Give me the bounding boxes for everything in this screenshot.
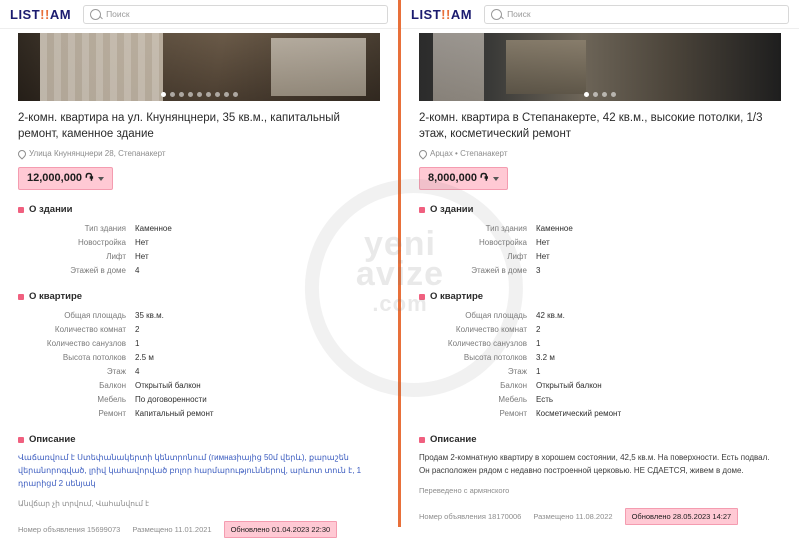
apartment-section-header: [18, 291, 380, 302]
spec-value: 4: [135, 366, 140, 376]
building-specs-table: [18, 221, 380, 277]
spec-key: Лифт: [507, 251, 527, 261]
spec-value: Каменное: [536, 223, 573, 233]
price-value: 12,000,000 ֏: [27, 172, 94, 184]
spec-value: Открытый балкон: [135, 380, 201, 390]
logo-prefix: LIST: [411, 6, 442, 22]
spec-value: 35 кв.м.: [135, 310, 164, 320]
location-pin-icon: [417, 148, 428, 159]
apartment-specs-table: [18, 308, 380, 420]
apartment-specs-table: [419, 308, 781, 420]
spec-value: 3.2 м: [536, 352, 555, 362]
building-section-header: [419, 204, 781, 215]
address-text: Арцах • Степанакерт: [430, 149, 508, 158]
spec-value: Нет: [135, 251, 149, 261]
chevron-down-icon[interactable]: [98, 177, 104, 181]
search-placeholder: Поиск: [106, 9, 130, 19]
spec-value: Нет: [536, 237, 550, 247]
spec-value: Открытый балкон: [536, 380, 602, 390]
listing-gallery-left[interactable]: [18, 33, 380, 101]
section-marker-icon: [18, 294, 24, 300]
description-section-header: [419, 434, 781, 445]
section-marker-icon: [18, 437, 24, 443]
section-marker-icon: [419, 294, 425, 300]
listam-logo[interactable]: [411, 7, 472, 22]
table-row: [419, 322, 781, 336]
site-header-left: [0, 0, 398, 29]
description-text: Վաճառվում է Ստեփանակերտի կենտրոնում (гимназիայից 50մ վերև), քարաշեն վերանորոգված, լրիվ կահավորված բոլոր հարմարություններով, արևոտ տուն է, 1 դրարիցմ 2 սենյակ: [18, 453, 362, 488]
gallery-dot[interactable]: [224, 92, 229, 97]
gallery-dot[interactable]: [593, 92, 598, 97]
spec-key: Балкон: [99, 380, 126, 390]
spec-value: По договоренности: [135, 394, 207, 404]
logo-suffix: AM: [450, 6, 473, 22]
description-section-header: [18, 434, 380, 445]
search-input[interactable]: [484, 5, 789, 24]
spec-key: Этажей в доме: [471, 265, 527, 275]
spec-value: Капитальный ремонт: [135, 408, 214, 418]
spec-key: Лифт: [106, 251, 126, 261]
listing-content-right: [401, 110, 799, 535]
search-input[interactable]: [83, 5, 388, 24]
table-row: [18, 235, 380, 249]
gallery-dot[interactable]: [611, 92, 616, 97]
price-value: 8,000,000 ֏: [428, 172, 489, 184]
table-row: [18, 221, 380, 235]
gallery-dot[interactable]: [170, 92, 175, 97]
spec-key: Балкон: [500, 380, 527, 390]
table-row: [18, 249, 380, 263]
apartment-section-title: О квартире: [430, 291, 484, 302]
table-row: [419, 221, 781, 235]
spec-key: Количество санузлов: [447, 338, 527, 348]
spec-key: Количество санузлов: [46, 338, 126, 348]
site-header-right: [401, 0, 799, 29]
spec-key: Ремонт: [98, 408, 126, 418]
description-note: Переведено с армянского: [419, 486, 510, 495]
table-row: [419, 235, 781, 249]
description-title: Описание: [430, 434, 477, 445]
listing-footer-left: [18, 521, 380, 548]
listing-photo[interactable]: [18, 33, 380, 101]
status-badge-updated: Обновлено 01.04.2023 22:30: [224, 521, 338, 538]
spec-key: Новостройка: [78, 237, 126, 247]
table-row: [419, 308, 781, 322]
table-row: [18, 406, 380, 420]
spec-value: Есть: [536, 394, 554, 404]
gallery-dot[interactable]: [233, 92, 238, 97]
search-icon: [90, 9, 101, 20]
listing-id: Номер объявления 18170006: [419, 512, 522, 521]
gallery-dot[interactable]: [206, 92, 211, 97]
location-pin-icon: [16, 148, 27, 159]
logo-dots: !!: [40, 6, 50, 22]
listing-panel-right: [401, 0, 799, 527]
listing-content-left: [0, 110, 398, 548]
table-row: [18, 308, 380, 322]
spec-value: Нет: [536, 251, 550, 261]
gallery-dot[interactable]: [215, 92, 220, 97]
table-row: [18, 336, 380, 350]
apartment-section-title: О квартире: [29, 291, 83, 302]
spec-key: Высота потолков: [463, 352, 527, 362]
description-text: Продам 2-комнатную квартиру в хорошем состоянии, 42,5 кв.м. На поверхности. Есть подвал. Он расположен рядом с недавно построенной церковью. НЕ СДАЕТСЯ, живем в доме.: [419, 453, 770, 475]
spec-value: 1: [536, 338, 541, 348]
spec-key: Количество комнат: [455, 324, 527, 334]
listing-address[interactable]: [419, 149, 781, 158]
description-note: Անվճար չի տրվում, Վահանվում է: [18, 499, 149, 508]
price-badge[interactable]: [419, 167, 508, 190]
gallery-dot[interactable]: [188, 92, 193, 97]
gallery-dots-left[interactable]: [18, 92, 380, 97]
logo-prefix: LIST: [10, 6, 41, 22]
address-text: Улица Кнунянцнери 28, Степанакерт: [29, 149, 166, 158]
apartment-section-header: [419, 291, 781, 302]
spec-key: Тип здания: [84, 223, 126, 233]
table-row: [419, 350, 781, 364]
listing-gallery-right[interactable]: [419, 33, 781, 101]
building-section-title: О здании: [29, 204, 73, 215]
gallery-dot[interactable]: [179, 92, 184, 97]
building-section-header: [18, 204, 380, 215]
spec-value: 2: [135, 324, 140, 334]
table-row: [18, 263, 380, 277]
spec-key: Общая площадь: [465, 310, 527, 320]
spec-key: Мебель: [97, 394, 126, 404]
status-badge-updated: Обновлено 28.05.2023 14:27: [625, 508, 739, 525]
search-placeholder: Поиск: [507, 9, 531, 19]
spec-key: Этаж: [507, 366, 527, 376]
description-title: Описание: [29, 434, 76, 445]
price-badge[interactable]: [18, 167, 113, 190]
gallery-dots-right[interactable]: [419, 92, 781, 97]
table-row: [18, 364, 380, 378]
gallery-dot[interactable]: [197, 92, 202, 97]
gallery-dot[interactable]: [161, 92, 166, 97]
chevron-down-icon[interactable]: [493, 177, 499, 181]
spec-key: Мебель: [498, 394, 527, 404]
listing-photo[interactable]: [419, 33, 781, 101]
spec-key: Тип здания: [485, 223, 527, 233]
listing-id: Номер объявления 15699073: [18, 525, 121, 534]
spec-value: 2.5 м: [135, 352, 154, 362]
spec-key: Ремонт: [499, 408, 527, 418]
table-row: [419, 336, 781, 350]
spec-key: Количество комнат: [54, 324, 126, 334]
spec-value: Нет: [135, 237, 149, 247]
building-section-title: О здании: [430, 204, 474, 215]
listam-logo[interactable]: [10, 7, 71, 22]
table-row: [18, 392, 380, 406]
table-row: [419, 249, 781, 263]
table-row: [419, 406, 781, 420]
spec-value: 42 кв.м.: [536, 310, 565, 320]
gallery-dot[interactable]: [584, 92, 589, 97]
listing-posted-date: Размещено 11.08.2022: [533, 512, 613, 521]
building-specs-table: [419, 221, 781, 277]
logo-suffix: AM: [49, 6, 72, 22]
spec-value: 1: [135, 338, 140, 348]
spec-value: Каменное: [135, 223, 172, 233]
listing-title: 2-комн. квартира на ул. Кнунянцнери, 35 кв.м., капитальный ремонт, каменное здание: [18, 112, 340, 140]
listing-footer-right: [419, 508, 781, 535]
spec-key: Общая площадь: [64, 310, 126, 320]
logo-dots: !!: [441, 6, 451, 22]
spec-value: 1: [536, 366, 541, 376]
spec-key: Высота потолков: [62, 352, 126, 362]
spec-value: 3: [536, 265, 541, 275]
section-marker-icon: [18, 207, 24, 213]
table-row: [18, 322, 380, 336]
spec-value: 4: [135, 265, 140, 275]
listing-title: 2-комн. квартира в Степанакерте, 42 кв.м., высокие потолки, 1/3 этаж, косметический ремонт: [419, 112, 763, 140]
section-marker-icon: [419, 437, 425, 443]
table-row: [419, 263, 781, 277]
spec-value: 2: [536, 324, 541, 334]
table-row: [18, 350, 380, 364]
section-marker-icon: [419, 207, 425, 213]
spec-key: Этажей в доме: [70, 265, 126, 275]
table-row: [419, 364, 781, 378]
listing-posted-date: Размещено 11.01.2021: [132, 525, 212, 534]
table-row: [419, 378, 781, 392]
search-icon: [491, 9, 502, 20]
spec-key: Этаж: [106, 366, 126, 376]
listing-panel-left: [0, 0, 398, 534]
gallery-dot[interactable]: [602, 92, 607, 97]
table-row: [18, 378, 380, 392]
listing-address[interactable]: [18, 149, 380, 158]
spec-key: Новостройка: [479, 237, 527, 247]
spec-value: Косметический ремонт: [536, 408, 622, 418]
table-row: [419, 392, 781, 406]
